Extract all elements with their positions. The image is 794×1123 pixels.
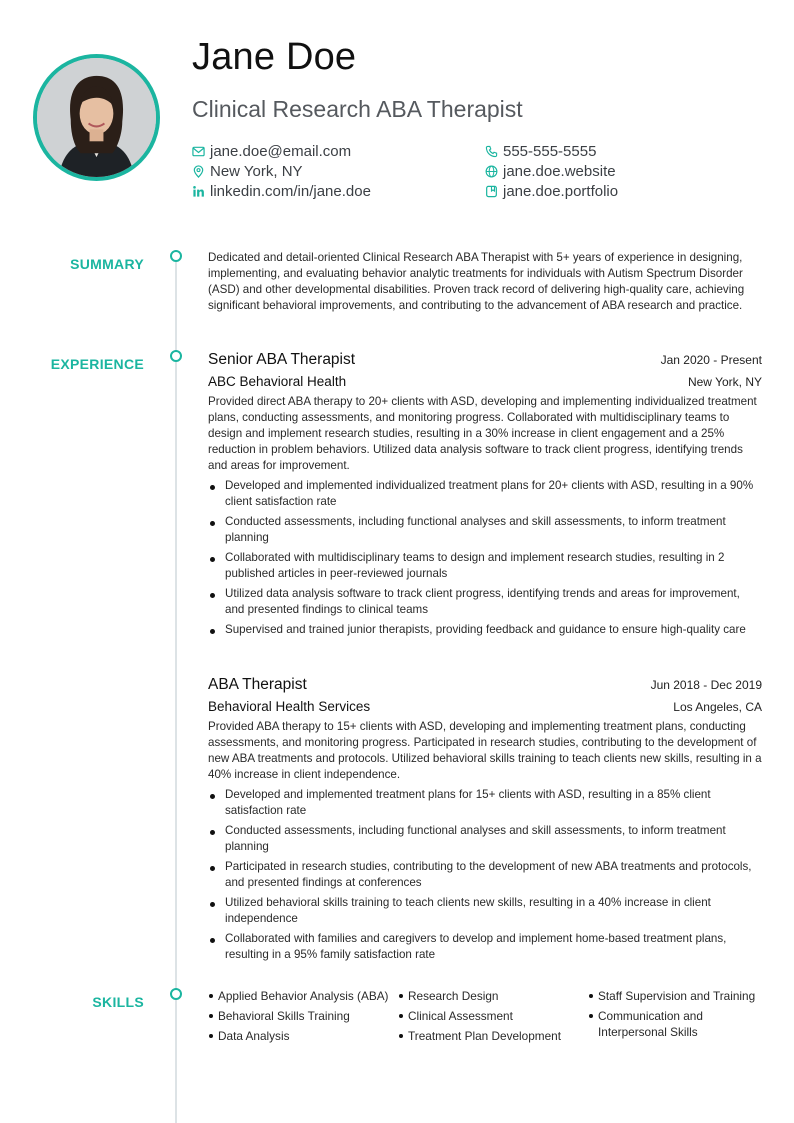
summary-timeline-dot (170, 250, 182, 262)
skill-item: Behavioral Skills Training (208, 1008, 398, 1024)
contact-phone-text: 555-555-5555 (503, 143, 597, 160)
experience-section (208, 352, 762, 642)
contact-website-text: jane.doe.website (503, 163, 616, 180)
experience-bullets (208, 478, 762, 638)
bullet-item: Developed and implemented individualized treatment plans for 20+ clients with ASD, resulting in a 90% client satisfaction rate (208, 478, 762, 510)
job-title-heading: Clinical Research ABA Therapist (192, 96, 523, 122)
contact-website[interactable] (485, 163, 616, 180)
skills-column (588, 988, 762, 1048)
experience-description: Provided ABA therapy to 15+ clients with ASD, developing and implementing treatment plans, conducting assessments, and monitoring progress. Participated in research studies, contributing to the development of new ABA treatments and protocols. Utilized behavioral skills training to teach clients new skills, resulting in a 40% increase in client independence. (208, 720, 762, 781)
experience-job-title: ABA Therapist (208, 676, 307, 693)
contact-email[interactable] (192, 143, 351, 160)
experience-entry (208, 677, 762, 963)
skills-column (208, 988, 398, 1048)
bullet-item: Collaborated with families and caregivers to develop and implement home-based treatment plans, resulting in a 95% family satisfaction rate (208, 931, 762, 963)
skills-column (398, 988, 588, 1048)
skill-item: Communication and Interpersonal Skills (588, 1008, 762, 1040)
experience-heading: EXPERIENCE (50, 356, 144, 372)
experience-dates: Jan 2020 - Present (660, 353, 762, 367)
experience-company: Behavioral Health Services (208, 699, 371, 714)
skills-heading: SKILLS (92, 994, 144, 1010)
summary-heading: SUMMARY (70, 256, 144, 272)
contact-location-text: New York, NY (210, 163, 303, 180)
bullet-item: Utilized behavioral skills training to teach clients new skills, resulting in a 40% increase in client independence (208, 895, 762, 927)
skill-item: Clinical Assessment (398, 1008, 588, 1024)
skill-item: Treatment Plan Development (398, 1028, 588, 1044)
phone-icon (485, 145, 498, 158)
bullet-item: Collaborated with multidisciplinary teams to design and implement research studies, resulting in 2 published articles in peer-reviewed journals (208, 550, 762, 582)
linkedin-icon (192, 185, 205, 198)
bullet-item: Utilized data analysis software to track client progress, identifying trends and areas for improvement, and presented findings to clinical teams (208, 586, 762, 618)
summary-text: Dedicated and detail-oriented Clinical Research ABA Therapist with 5+ years of experience in designing, implementing, and evaluating behavior analytic treatments for individuals with Autism Spectrum Disorder (ASD) and other developmental disabilities. Proven track record of delivering high-quality care, achieving significant behavioral improvements, and contributing to the advancement of ABA research and practice. (208, 251, 745, 312)
bullet-item: Conducted assessments, including functional analyses and skill assessments, to inform treatment planning (208, 823, 762, 855)
skill-item: Data Analysis (208, 1028, 398, 1044)
contact-portfolio-text: jane.doe.portfolio (503, 183, 619, 200)
bullet-item: Conducted assessments, including functional analyses and skill assessments, to inform treatment planning (208, 514, 762, 546)
experience-bullets (208, 787, 762, 963)
contact-phone[interactable] (485, 143, 596, 160)
contact-location (192, 163, 303, 180)
experience-description: Provided direct ABA therapy to 20+ clients with ASD, developing and implementing individualized treatment plans, conducting assessments, and monitoring progress. Collaborated with multidisciplinary teams to design and implement research studies, resulting in a 30% increase in client engagement and a 25% reduction in problem behaviors. Utilized data analysis software to track client progress, identifying trends and areas for improvement. (208, 395, 757, 472)
bullet-item: Participated in research studies, contributing to the development of new ABA treatments and protocols, and presented findings at conferences (208, 859, 762, 891)
skills-section (208, 988, 762, 1048)
profile-photo (33, 54, 160, 181)
experience-entry (208, 352, 762, 638)
skill-item: Applied Behavior Analysis (ABA) (208, 988, 398, 1004)
contact-portfolio[interactable] (485, 183, 618, 200)
contact-linkedin[interactable] (192, 183, 371, 200)
contact-email-text: jane.doe@email.com (210, 143, 352, 160)
experience-section-2 (208, 677, 762, 967)
candidate-name: Jane Doe (192, 36, 357, 78)
avatar (37, 58, 156, 177)
contact-linkedin-text: linkedin.com/in/jane.doe (210, 183, 371, 200)
experience-company: ABC Behavioral Health (208, 374, 347, 389)
globe-icon (485, 165, 498, 178)
experience-location: New York, NY (687, 375, 762, 389)
experience-location: Los Angeles, CA (673, 700, 762, 714)
skill-item: Staff Supervision and Training (588, 988, 762, 1004)
experience-dates: Jun 2018 - Dec 2019 (650, 678, 762, 692)
location-icon (192, 165, 205, 178)
skills-timeline-dot (170, 988, 182, 1000)
experience-job-title: Senior ABA Therapist (208, 351, 356, 368)
email-icon (192, 145, 205, 158)
portfolio-icon (485, 185, 498, 198)
bullet-item: Developed and implemented treatment plans for 15+ clients with ASD, resulting in a 85% client satisfaction rate (208, 787, 762, 819)
bullet-item: Supervised and trained junior therapists, providing feedback and guidance to ensure high-quality care (208, 622, 762, 638)
experience-timeline-dot (170, 350, 182, 362)
skill-item: Research Design (398, 988, 588, 1004)
